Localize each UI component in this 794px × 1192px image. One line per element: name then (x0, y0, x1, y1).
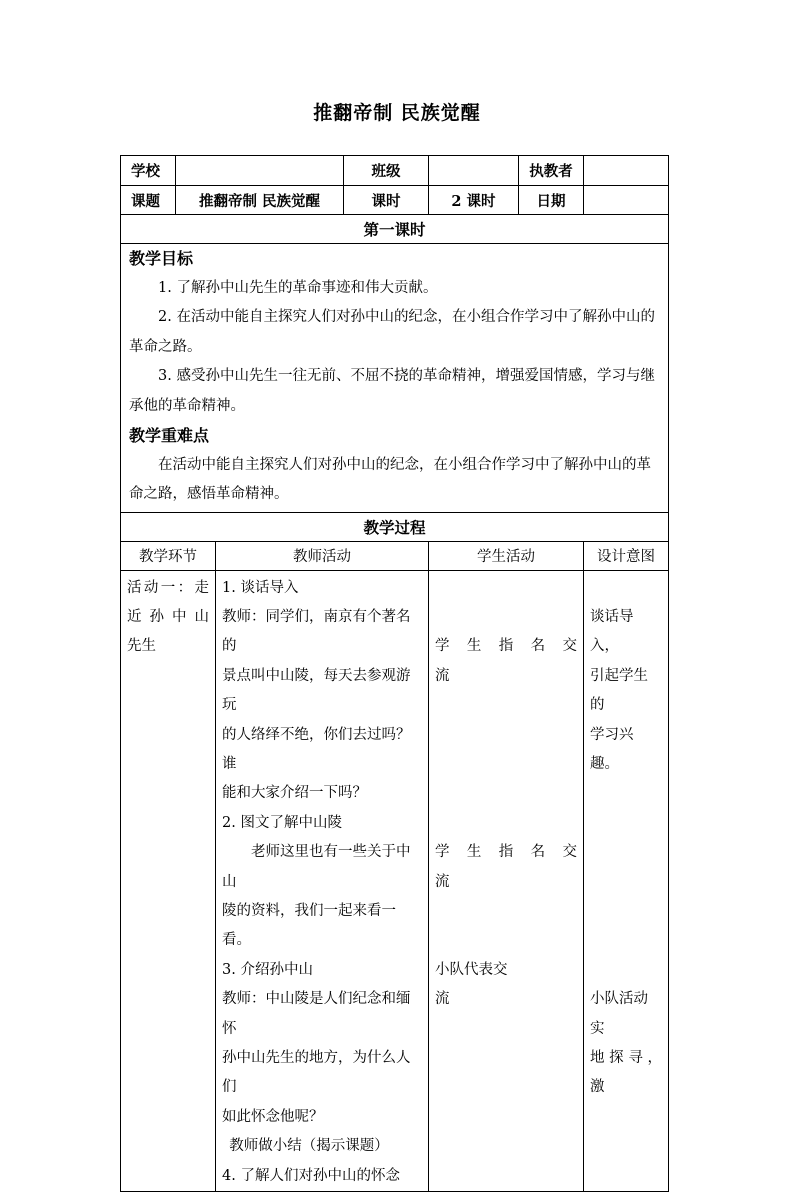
col-student: 学生活动 (429, 541, 584, 570)
teacher-line: 景点叫中山陵，每天去参观游玩 (222, 667, 411, 714)
teacher-line: 孙中山先生的地方，为什么人们 (222, 1050, 411, 1096)
info-row-2 (121, 186, 669, 215)
teacher-line: 3. 介绍孙中山 (222, 961, 313, 978)
teacher-line: 老师这里也有一些关于中山 (222, 844, 411, 890)
student-line: 流 (435, 991, 450, 1008)
teacher-line: 的人络绎不绝，你们去过吗？谁 (222, 726, 411, 772)
lesson-heading: 第一课时 (121, 215, 669, 244)
goal-item-3: 3. 感受孙中山先生一往无前、不屈不挠的革命精神，增强爱国情感，学习与继承他的革命精神。 (129, 368, 655, 414)
design-intent-cell (584, 570, 669, 1192)
hours-value: 2 课时 (429, 186, 519, 215)
student-line: 小队代表交 (435, 961, 508, 978)
col-stage: 教学环节 (121, 541, 216, 570)
teacher-line: 4. 了解人们对孙中山的怀念 (222, 1167, 400, 1184)
col-intent: 设计意图 (584, 541, 669, 570)
teacher-line: 能和大家介绍一下吗？ (222, 785, 367, 802)
teacher-label: 执教者 (519, 156, 584, 186)
table-row (121, 570, 669, 1192)
student-activity-cell (429, 570, 584, 1192)
col-teacher: 教师活动 (216, 541, 429, 570)
intent-line: 小队活动实 (590, 991, 648, 1037)
intent-line: 引起学生的 (590, 667, 648, 714)
process-heading: 教学过程 (121, 512, 669, 541)
stage-line: 活动一：走 (127, 579, 209, 596)
teacher-activity-cell (216, 570, 429, 1192)
student-line: 流 (435, 667, 450, 684)
process-column-header (121, 541, 669, 570)
date-label: 日期 (519, 186, 584, 215)
intent-line: 谈话导入， (590, 608, 634, 655)
stage-line: 近孙中山 (127, 608, 209, 625)
class-label: 班级 (344, 156, 429, 186)
teacher-line: 陵的资料，我们一起来看一看。 (222, 902, 396, 949)
topic-label: 课题 (121, 186, 176, 215)
teacher-line: 1. 谈话导入 (222, 579, 299, 596)
topic-value: 推翻帝制 民族觉醒 (176, 186, 344, 215)
teacher-value (584, 156, 669, 186)
hours-label: 课时 (344, 186, 429, 215)
teacher-line: 如此怀念他呢？ (222, 1108, 324, 1125)
student-line: 学生指名交 (435, 844, 577, 861)
lesson-heading-row (121, 215, 669, 244)
intent-line: 地探寻，激 (590, 1049, 662, 1096)
student-line: 流 (435, 873, 450, 890)
info-row-1 (121, 156, 669, 186)
lesson-plan-table (120, 155, 669, 1192)
teacher-line: 教师：同学们，南京有个著名的 (222, 608, 411, 655)
teacher-line: 教师：中山陵是人们纪念和缅怀 (222, 991, 411, 1037)
intent-line: 学习兴趣。 (590, 726, 634, 772)
goals-row (121, 244, 669, 513)
key-points-text: 在活动中能自主探究人们对孙中山的纪念，在小组合作学习中了解孙中山的革命之路，感悟革命精神。 (129, 456, 651, 502)
process-heading-row (121, 512, 669, 541)
student-line: 学生指名交 (435, 638, 577, 655)
school-value (176, 156, 344, 186)
document-title: 推翻帝制 民族觉醒 (313, 102, 481, 124)
stage-line: 先生 (127, 638, 156, 655)
key-points-heading: 教学重难点 (129, 426, 210, 445)
school-label: 学校 (121, 156, 176, 186)
goal-item-2: 2. 在活动中能自主探究人们对孙中山的纪念，在小组合作学习中了解孙中山的革命之路。 (129, 309, 655, 355)
stage-cell (121, 570, 216, 1192)
date-value (584, 186, 669, 215)
class-value (429, 156, 519, 186)
goal-item-1: 1. 了解孙中山先生的革命事迹和伟大贡献。 (158, 279, 438, 296)
teacher-line: 教师做小结（揭示课题） (229, 1138, 389, 1155)
goals-heading: 教学目标 (129, 249, 194, 268)
goals-cell (121, 244, 669, 513)
teacher-line: 2. 图文了解中山陵 (222, 814, 342, 831)
